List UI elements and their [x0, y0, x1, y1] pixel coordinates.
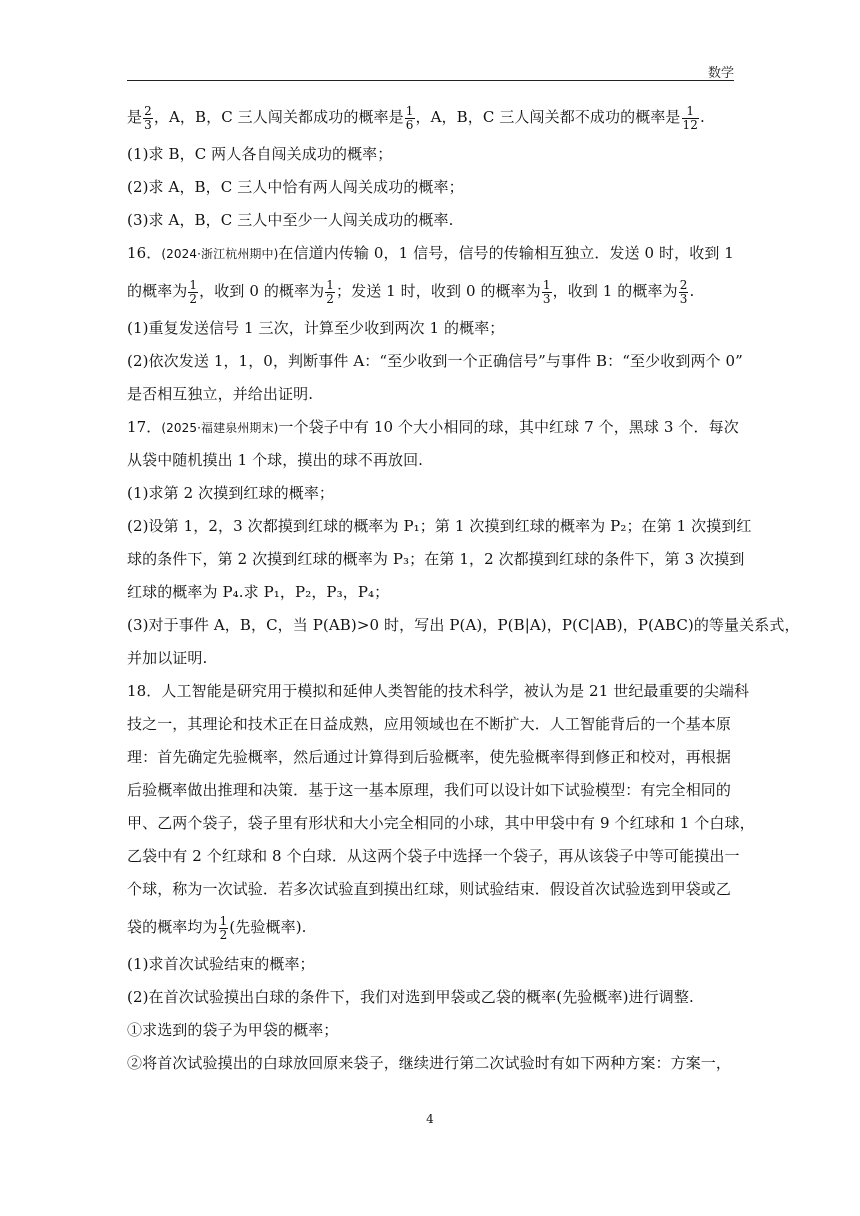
q15-text-b: ，A，B，C 三人闯关都成功的概率是 [153, 108, 404, 126]
fraction-1-3: $\frac{1}{3}$ [542, 277, 551, 306]
q17-line-2: 从袋中随机摸出 1 个球，摸出的球不再放回. [127, 451, 424, 469]
q18-line-5: 甲、乙两个袋子，袋子里有形状和大小完全相同的小球，其中甲袋中有 9 个红球和 1 个白球， [127, 814, 755, 832]
q17-number: 17． [127, 418, 162, 436]
q16-line-2: 的概率为 $\frac{1}{2}$ ，收到 0 的概率为 $\frac{1}{2}$ ；发送 1 时，收到 0 的概率为 $\frac{1}{3}$ ，收到 1 的概率为 $\frac{2}{3}$ . [127, 277, 695, 306]
page-content [127, 96, 800, 1080]
q18-line-7: 个球，称为一次试验．若多次试验直到摸出红球，则试验结束．假设首次试验选到甲袋或乙 [127, 880, 732, 898]
header-subject: 数学 [707, 66, 734, 81]
q18-sub-1: ①求选到的袋子为甲袋的概率； [127, 1021, 339, 1039]
q18-line-2: 技之一，其理论和技术正在日益成熟，应用领域也在不断扩大．人工智能背后的一个基本原 [127, 715, 732, 733]
q15-part-3: (3)求 A，B，C 三人中至少一人闯关成功的概率. [127, 211, 454, 229]
q18-part-1: (1)求首次试验结束的概率； [127, 955, 315, 973]
q17-part-1: (1)求第 2 次摸到红球的概率； [127, 484, 335, 502]
q17-part-2c: 红球的概率为 P₄.求 P₁，P₂，P₃，P₄； [127, 583, 390, 601]
fraction-1-12: $\frac{1}{12}$ [682, 103, 699, 132]
q17-source: (2025·福建泉州期末) [161, 421, 279, 435]
q18-number: 18． [127, 682, 162, 700]
fraction-1-2: $\frac{1}{2}$ [326, 277, 334, 306]
fraction-2-3: $\frac{2}{3}$ [679, 277, 688, 306]
q15-part-1: (1)求 B，C 两人各自闯关成功的概率； [127, 145, 393, 163]
q16-source: (2024·浙江杭州期中) [161, 247, 279, 261]
q18-line-3: 理：首先确定先验概率，然后通过计算得到后验概率，使先验概率得到修正和校对，再根据 [127, 748, 732, 766]
q17-line-1: 17．(2025·福建泉州期末)一个袋子中有 10 个大小相同的球，其中红球 7 个，黑球 3 个．每次 [127, 418, 739, 436]
q18-line-6: 乙袋中有 2 个红球和 8 个白球．从这两个袋子中选择一个袋子，再从该袋子中等可能摸出一 [127, 847, 740, 865]
q15-text-c: ，A，B，C 三人闯关都不成功的概率是 [415, 108, 681, 126]
q17-part-2b: 球的条件下，第 2 次摸到红球的概率为 P₃；在第 1，2 次都摸到红球的条件下，第 3 次摸到 [127, 550, 745, 568]
q18-sub-2: ②将首次试验摸出的白球放回原来袋子，继续进行第二次试验时有如下两种方案：方案一， [127, 1054, 732, 1072]
page-number: 4 [426, 1112, 434, 1126]
q17-part-3b: 并加以证明. [127, 649, 208, 667]
q16-part-1: (1)重复发送信号 1 三次，计算至少收到两次 1 的概率； [127, 319, 505, 337]
q15-line-1: 是 $\frac{2}{3}$ ，A，B，C 三人闯关都成功的概率是 $\frac{1}{6}$ ，A，B，C 三人闯关都不成功的概率是 $\frac{1}{12}$ . [127, 103, 705, 132]
q18-line-1: 18．人工智能是研究用于模拟和延伸人类智能的技术科学，被认为是 21 世纪最重要的尖端科 [127, 682, 750, 700]
fraction-2-3: $\frac{2}{3}$ [144, 103, 152, 132]
q16-line-1: 16．(2024·浙江杭州期中)在信道内传输 0，1 信号，信号的传输相互独立．发送 0 时，收到 1 [127, 244, 734, 262]
header-rule [127, 80, 734, 81]
q15-part-2: (2)求 A，B，C 三人中恰有两人闯关成功的概率； [127, 178, 464, 196]
fraction-1-2: $\frac{1}{2}$ [189, 277, 198, 306]
q18-part-2: (2)在首次试验摸出白球的条件下，我们对选到甲袋或乙袋的概率(先验概率)进行调整. [127, 988, 694, 1006]
q16-part-2b: 是否相互独立，并给出证明. [127, 385, 314, 403]
q16-part-2a: (2)依次发送 1，1，0，判断事件 A：“至少收到一个正确信号”与事件 B：“至少收到两个 0” [127, 352, 743, 370]
q18-line-4: 后验概率做出推理和决策．基于这一基本原理，我们可以设计如下试验模型：有完全相同的 [127, 781, 732, 799]
q15-text-a: 是 [127, 108, 143, 126]
q17-part-3a: (3)对于事件 A，B，C，当 P(AB)>0 时，写出 P(A)，P(B|A)，P(C|AB)，P(ABC)的等量关系式， [127, 616, 800, 634]
fraction-1-2: $\frac{1}{2}$ [219, 913, 228, 942]
q16-number: 16． [127, 244, 162, 262]
fraction-1-6: $\frac{1}{6}$ [405, 103, 414, 132]
q17-part-2a: (2)设第 1，2，3 次都摸到红球的概率为 P₁；第 1 次摸到红球的概率为 P₂；在第 1 次摸到红 [127, 517, 752, 535]
q18-line-8: 袋的概率均为 $\frac{1}{2}$ (先验概率). [127, 913, 307, 942]
